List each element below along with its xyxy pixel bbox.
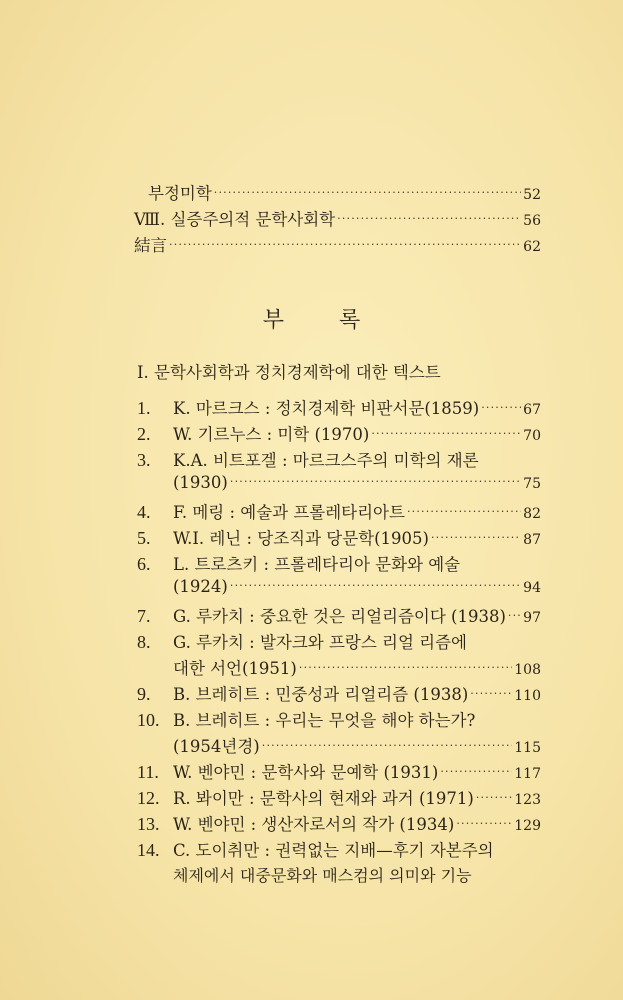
entry-title-cont: 체제에서 대중문화와 매스컴의 의미와 기능 [173, 866, 472, 885]
toc-item [148, 180, 541, 204]
entry-number: 8. [137, 632, 151, 652]
entry-page: 110 [514, 688, 541, 704]
entry-page: 94 [523, 580, 541, 596]
appendix-entry [137, 499, 541, 523]
entry-number: 1. [137, 398, 151, 418]
appendix-entry [137, 551, 541, 575]
section-title: I. 문학사회학과 정치경제학에 대한 텍스트 [137, 363, 441, 382]
toc-page: 56 [523, 213, 541, 229]
entry-title: C. 도이취만 : 권력없는 지배—후기 자본주의 [173, 841, 494, 860]
appendix-entry [137, 447, 541, 471]
appendix-entry [137, 603, 541, 627]
entry-page: 117 [514, 766, 541, 782]
toc-title: Ⅷ. 실증주의적 문학사회학 [134, 210, 336, 229]
entry-title: K. 마르크스 : 정치경제학 비판서문(1859) [173, 399, 480, 418]
leader-dots [214, 186, 521, 199]
leader-dots [456, 817, 512, 830]
entry-title-cont: (1924) [173, 577, 228, 596]
entry-title: R. 봐이만 : 문학사의 현재와 과거 (1971) [173, 789, 474, 808]
leader-dots [440, 765, 512, 778]
entry-page: 108 [514, 662, 541, 678]
entry-title: B. 브레히트 : 우리는 무엇을 해야 하는가? [173, 711, 476, 730]
leader-dots [476, 791, 512, 804]
entry-number: 9. [137, 684, 151, 704]
appendix-entry-cont [173, 577, 541, 596]
toc-page: 52 [523, 187, 541, 203]
entry-number: 12. [137, 788, 160, 808]
entry-title-cont: 대한 서언(1951) [173, 659, 297, 678]
entry-title: F. 메링 : 예술과 프롤레타리아트 [173, 503, 405, 522]
leader-dots [481, 401, 521, 414]
entry-page: 87 [523, 532, 541, 548]
leader-dots [431, 531, 521, 544]
entry-number: 5. [137, 528, 151, 548]
toc-page: 62 [523, 239, 541, 255]
entry-page: 129 [514, 818, 541, 834]
appendix-entry-cont [173, 733, 541, 757]
appendix-heading: 부 록 [262, 308, 385, 333]
entry-title-cont: (1954년경) [173, 737, 260, 756]
appendix-entry [137, 811, 541, 835]
entry-number: 4. [137, 502, 151, 522]
entry-title-cont: (1930) [173, 473, 228, 492]
appendix-entry [137, 837, 541, 861]
leader-dots [470, 687, 512, 700]
entry-page: 82 [523, 506, 541, 522]
appendix-entry [137, 395, 541, 419]
appendix-entry [137, 707, 541, 731]
toc-title: 結言 [134, 236, 167, 255]
entry-number: 10. [137, 710, 160, 730]
entry-number: 7. [137, 606, 151, 626]
leader-dots [230, 579, 521, 592]
leader-dots [299, 661, 512, 674]
entry-number: 6. [137, 554, 151, 574]
entry-page: 115 [514, 740, 541, 756]
appendix-entry [137, 759, 541, 783]
entry-title: W. 기르누스 : 미학 (1970) [173, 425, 370, 444]
leader-dots [337, 212, 521, 225]
entry-title: K.A. 비트포겔 : 마르크스주의 미학의 재론 [173, 451, 479, 470]
entry-title: B. 브레히트 : 민중성과 리얼리즘 (1938) [173, 685, 469, 704]
entry-number: 2. [137, 424, 151, 444]
entry-title: G. 루카치 : 중요한 것은 리얼리즘이다 (1938) [173, 607, 506, 626]
toc-item [134, 206, 541, 230]
leader-dots [508, 609, 521, 622]
entry-title: G. 루카치 : 발자크와 프랑스 리얼 리즘에 [173, 633, 467, 652]
appendix-entry [137, 525, 541, 549]
leader-dots [371, 427, 521, 440]
leader-dots [262, 739, 513, 752]
entry-page: 97 [523, 610, 541, 626]
entry-number: 11. [137, 762, 159, 782]
entry-number: 3. [137, 450, 151, 470]
entry-title: W. 벤야민 : 문학사와 문예학 (1931) [173, 763, 439, 782]
appendix-entry-cont [173, 655, 541, 679]
appendix-entry [137, 629, 541, 653]
appendix-entry [137, 785, 541, 809]
entry-title: W.I. 레닌 : 당조직과 당문학(1905) [173, 529, 429, 548]
leader-dots [407, 505, 521, 518]
entry-number: 13. [137, 814, 160, 834]
toc-item [134, 232, 541, 256]
appendix-entry [137, 681, 541, 705]
entry-title: L. 트로츠키 : 프롤레타리아 문화와 예술 [173, 555, 461, 574]
appendix-entry [137, 421, 541, 445]
entry-page: 67 [523, 402, 541, 418]
entry-page: 123 [514, 792, 541, 808]
entry-page: 70 [523, 428, 541, 444]
toc-title: 부정미학 [148, 184, 212, 203]
entry-page: 75 [523, 476, 541, 492]
entry-title: W. 벤야민 : 생산자로서의 작가 (1934) [173, 815, 455, 834]
leader-dots [230, 475, 521, 488]
appendix-entry-cont [173, 473, 541, 492]
entry-number: 14. [137, 840, 160, 860]
leader-dots [169, 238, 521, 251]
